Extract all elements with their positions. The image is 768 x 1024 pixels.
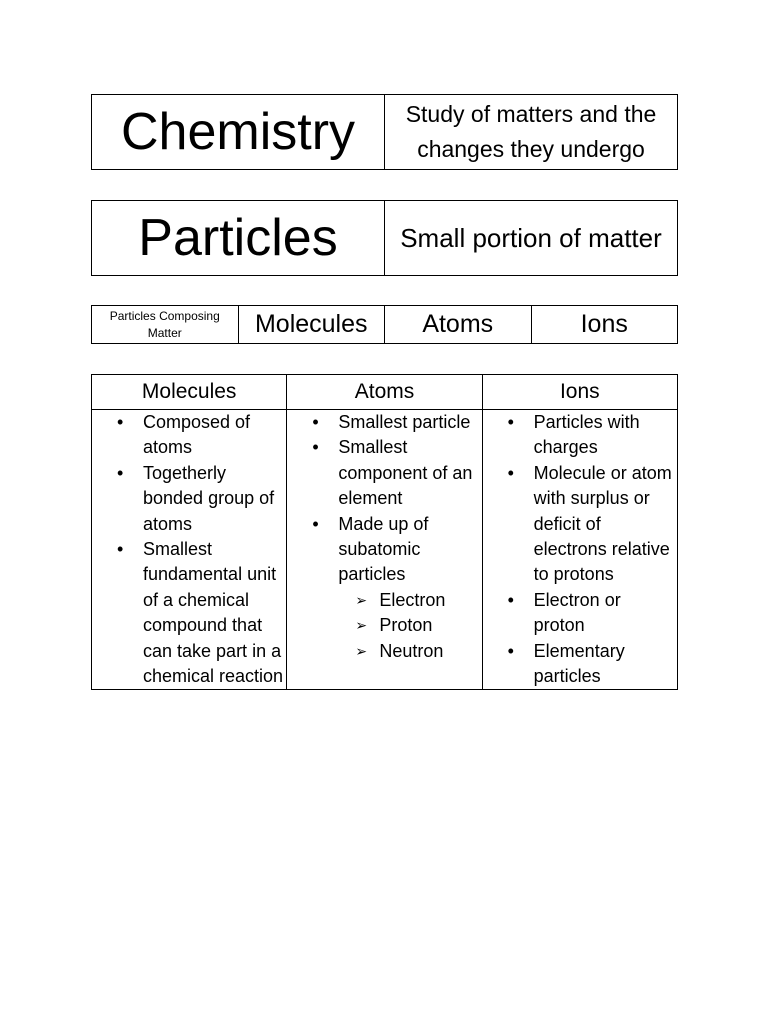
composition-label: Particles Composing Matter xyxy=(92,306,239,344)
chemistry-definition-table xyxy=(91,94,678,170)
list-item xyxy=(92,410,284,461)
molecules-list xyxy=(92,410,284,689)
list-item-text: Neutron xyxy=(379,640,444,661)
list-item-text: Proton xyxy=(379,615,433,636)
list-item xyxy=(483,410,675,461)
bullet-icon: • xyxy=(507,640,514,661)
list-item xyxy=(287,410,479,435)
list-item xyxy=(483,461,675,588)
list-item xyxy=(483,639,675,690)
list-item-text: Made up of subatomic particles xyxy=(338,513,429,585)
composition-item-atoms: Atoms xyxy=(385,306,532,344)
list-item-text: Electron or proton xyxy=(533,589,621,636)
list-item xyxy=(287,512,479,588)
sub-list-item xyxy=(287,588,479,613)
list-item xyxy=(287,435,479,511)
bullet-icon: • xyxy=(117,412,124,432)
molecules-column xyxy=(92,410,287,690)
list-item-text: Smallest fundamental unit of a chemical compound that can take part in a chemical reaction xyxy=(143,539,284,687)
list-item-text: Electron xyxy=(379,589,446,610)
list-item xyxy=(92,537,284,689)
bullet-icon: • xyxy=(507,589,514,610)
list-item-text: Molecule or atom with surplus or deficit of electrons relative to protons xyxy=(533,462,672,585)
list-item xyxy=(92,461,284,537)
list-item-text: Elementary particles xyxy=(533,640,625,687)
arrow-bullet-icon: ➢ xyxy=(355,617,368,634)
list-item-text: Togetherly bonded group of atoms xyxy=(143,462,275,534)
particle-types-table xyxy=(91,374,678,690)
bullet-icon: • xyxy=(117,539,124,560)
composition-item-ions: Ions xyxy=(531,306,678,344)
composition-table xyxy=(91,305,678,344)
header-ions: Ions xyxy=(482,375,677,410)
particles-definition: Small portion of matter xyxy=(385,201,678,276)
list-item-text: Particles with charges xyxy=(533,412,640,458)
ions-column xyxy=(482,410,677,690)
sub-list-item xyxy=(287,613,479,638)
atoms-column xyxy=(287,410,482,690)
particles-definition-table xyxy=(91,200,678,276)
arrow-bullet-icon: ➢ xyxy=(355,642,368,659)
chemistry-definition: Study of matters and the changes they undergo xyxy=(385,95,678,170)
list-item xyxy=(483,588,675,639)
ions-list xyxy=(483,410,675,689)
list-item-text: Smallest component of an element xyxy=(338,437,473,509)
bullet-icon: • xyxy=(507,462,514,483)
composition-item-molecules: Molecules xyxy=(238,306,385,344)
list-item-text: Smallest particle xyxy=(338,412,471,432)
list-item-text: Composed of atoms xyxy=(143,412,251,458)
particles-term: Particles xyxy=(92,201,385,276)
arrow-bullet-icon: ➢ xyxy=(355,591,368,608)
bullet-icon: • xyxy=(117,462,124,483)
header-atoms: Atoms xyxy=(287,375,482,410)
atoms-list xyxy=(287,410,479,664)
bullet-icon: • xyxy=(312,513,319,534)
bullet-icon: • xyxy=(312,437,319,458)
bullet-icon: • xyxy=(312,412,319,432)
header-molecules: Molecules xyxy=(92,375,287,410)
sub-list-item xyxy=(287,639,479,664)
bullet-icon: • xyxy=(507,412,514,432)
chemistry-term: Chemistry xyxy=(92,95,385,170)
